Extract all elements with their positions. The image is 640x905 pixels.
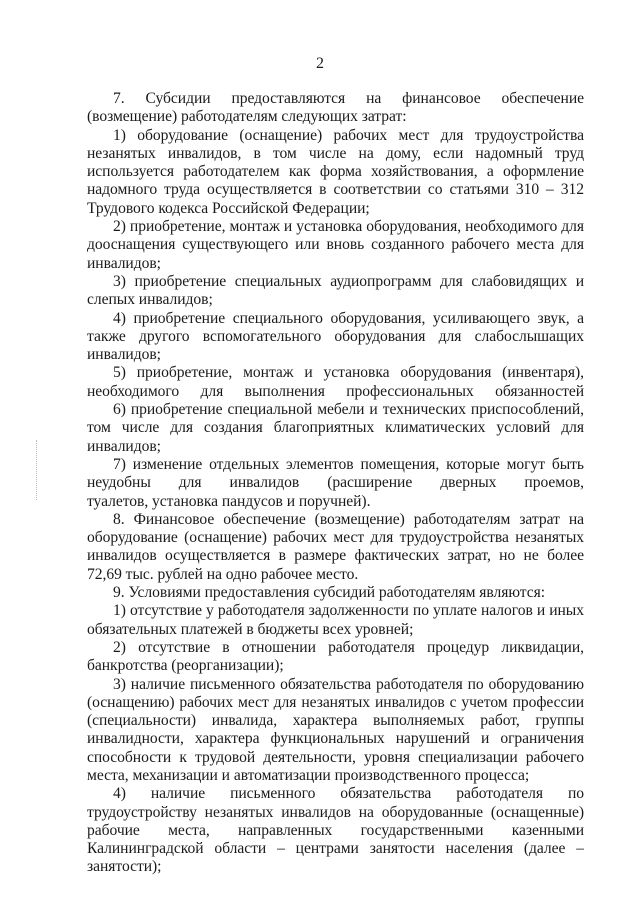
text-line: незанятых инвалидов, в том числе на дому, если надомный труд — [87, 144, 584, 162]
text-line: Трудового кодекса Российской Федерации; — [87, 199, 370, 217]
text-line: 7) изменение отдельных элементов помещения, которые могут быть — [113, 455, 584, 473]
text-line: (специальности) инвалида, характера выполняемых работ, группы — [87, 712, 584, 730]
text-line: том числе для создания благоприятных климатических условий для — [87, 419, 584, 437]
text-line: 72,69 тыс. рублей на одно рабочее место. — [87, 565, 359, 583]
text-line: 3) приобретение специальных аудиопрограмм для слабовидящих и — [113, 272, 584, 290]
text-line: 6) приобретение специальной мебели и технических приспособлений, — [113, 401, 584, 419]
text-line: 4) приобретение специального оборудования, усиливающего звук, а — [113, 309, 584, 327]
text-line: 9. Условиями предоставления субсидий работодателям являются: — [113, 584, 545, 602]
text-line: надомного труда осуществляется в соответствии со статьями 310 – 312 — [87, 181, 584, 199]
text-line: 8. Финансовое обеспечение (возмещение) работодателям затрат на — [113, 510, 584, 528]
text-line: слепых инвалидов; — [87, 291, 213, 309]
text-line: используется работодателем как форма хозяйствования, а оформление — [87, 163, 584, 181]
text-line: 2) отсутствие в отношении работодателя процедур ликвидации, — [113, 638, 584, 656]
text-line: 7. Субсидии предоставляются на финансовое обеспечение — [113, 90, 584, 107]
text-line: способности к трудовой деятельности, уровня специализации рабочего — [87, 748, 584, 766]
text-line: 2) приобретение, монтаж и установка оборудования, необходимого для — [113, 218, 584, 236]
text-line: Калининградской области – центрами занятости населения (далее – — [87, 840, 584, 858]
text-line: банкротства (реорганизации); — [87, 657, 284, 675]
text-line: инвалидности, характера функциональных нарушений и ограничения — [87, 730, 584, 748]
text-line: инвалидов; — [87, 437, 161, 455]
text-line: инвалидов; — [87, 254, 161, 272]
text-line: оборудование (оснащение) рабочих мест для трудоустройства незанятых — [87, 529, 584, 547]
text-line: 4) наличие письменного обязательства работодателя по — [113, 785, 584, 803]
text-line: дооснащения существующего или вновь созданного рабочего места для — [87, 236, 584, 254]
text-line: туалетов, установка пандусов и поручней). — [87, 492, 371, 510]
document-body — [87, 90, 584, 877]
text-line: также другого вспомогательного оборудования для слабослышащих — [87, 327, 584, 345]
text-line: неудобны для инвалидов (расширение дверных проемов, — [87, 474, 584, 492]
text-line: занятости); — [87, 858, 162, 876]
text-line: 3) наличие письменного обязательства работодателя по оборудованию — [113, 675, 584, 693]
text-line: инвалидов осуществляется в размере фактических затрат, но не более — [87, 547, 584, 565]
text-line: рабочие места, направленных государственными казенными — [87, 821, 584, 839]
text-line: (возмещение) работодателям следующих затрат: — [87, 108, 407, 126]
page-number: 2 — [316, 55, 324, 72]
text-line: обязательных платежей в бюджеты всех уровней; — [87, 620, 414, 638]
text-line: (оснащению) рабочих мест для незанятых инвалидов с учетом профессии — [87, 693, 584, 711]
text-line: необходимого для выполнения профессиональных обязанностей — [87, 382, 584, 400]
margin-scan-mark — [36, 440, 38, 500]
text-line: трудоустройству незанятых инвалидов на оборудованные (оснащенные) — [87, 803, 584, 821]
text-line: 1) оборудование (оснащение) рабочих мест для трудоустройства — [113, 126, 584, 144]
text-line: места, механизации и автоматизации производственного процесса; — [87, 766, 530, 784]
text-line: 5) приобретение, монтаж и установка оборудования (инвентаря), — [113, 364, 584, 382]
text-line: инвалидов; — [87, 346, 161, 364]
text-line: 1) отсутствие у работодателя задолженности по уплате налогов и иных — [113, 602, 584, 620]
